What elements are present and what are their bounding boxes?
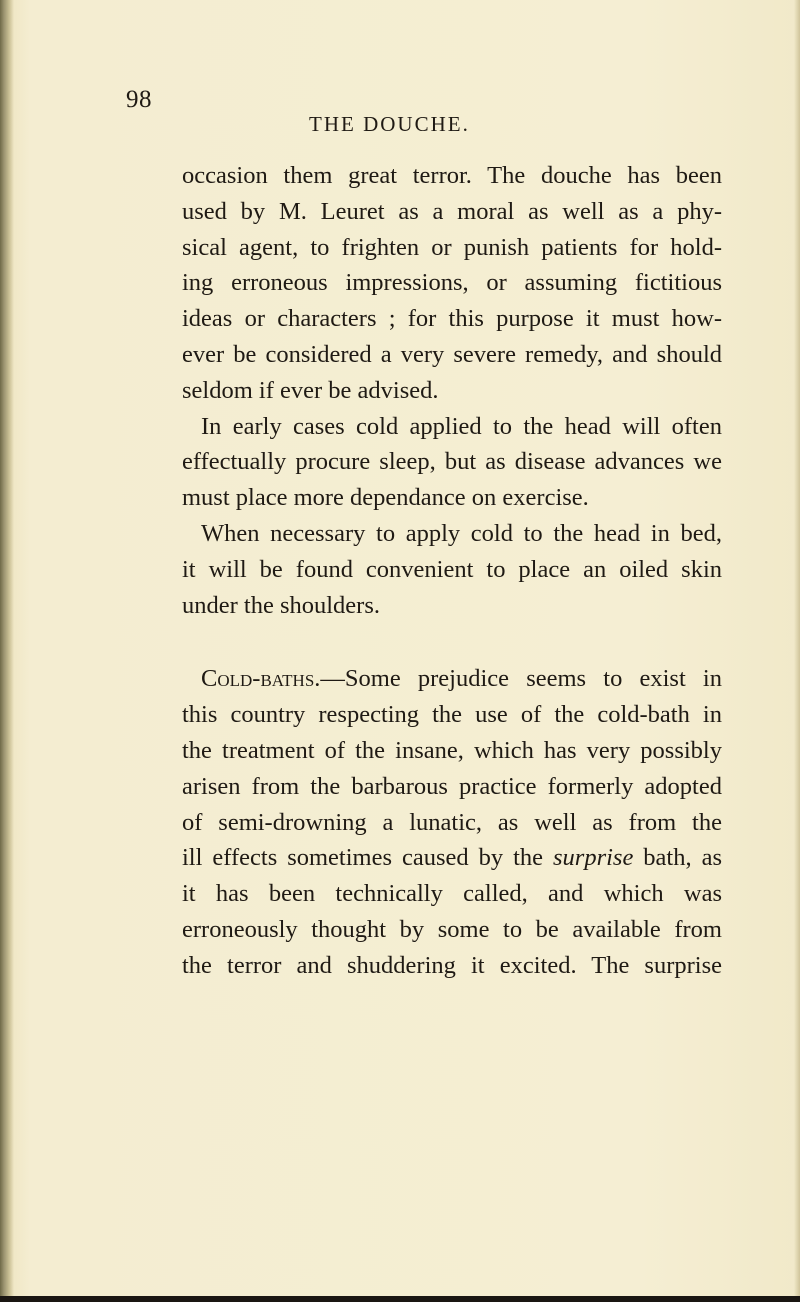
text-line: ideas or characters ; for this purpose it must how- [182, 305, 722, 333]
text-line [182, 661, 722, 697]
section-heading: Cold-baths. [201, 665, 321, 693]
text-line: it will be found convenient to place an oiled skin [182, 555, 722, 583]
paragraph [182, 409, 722, 516]
section-gap [182, 623, 722, 661]
text-run: —Some prejudice seems to exist in [320, 665, 722, 693]
text-line: seldom if ever be advised. [182, 376, 439, 404]
text-line: ing erroneous impressions, or assuming fictitious [182, 269, 722, 297]
text-line: of semi-drowning a lunatic, as well as from the [182, 808, 722, 836]
text-line: When necessary to apply cold to the head in bed, [201, 519, 722, 547]
text-line [182, 840, 722, 876]
text-line: sical agent, to frighten or punish patients for hold- [182, 233, 722, 261]
bottom-edge-rule [0, 1296, 800, 1302]
italic-term: surprise [553, 844, 634, 872]
text-line: the treatment of the insane, which has very possibly [182, 736, 722, 764]
page-number: 98 [126, 86, 152, 113]
text-run: bath, as [633, 844, 722, 872]
body-text [182, 158, 722, 984]
text-line: under the shoulders. [182, 591, 380, 619]
page-right-edge [794, 0, 800, 1302]
text-line: it has been technically called, and which was [182, 880, 722, 908]
paragraph [182, 516, 722, 623]
text-line: must place more dependance on exercise. [182, 484, 589, 512]
paragraph-cold-baths [182, 661, 722, 983]
text-line: In early cases cold applied to the head will often [201, 412, 722, 440]
text-line: ever be considered a very severe remedy, and should [182, 340, 722, 368]
text-line: erroneously thought by some to be available from [182, 915, 722, 943]
running-head: THE DOUCHE. [309, 112, 470, 136]
page-binding-edge [0, 0, 14, 1302]
text-line: the terror and shuddering it excited. The surprise [182, 951, 722, 979]
text-line: used by M. Leuret as a moral as well as a phy- [182, 197, 722, 225]
paragraph [182, 158, 722, 409]
text-line: this country respecting the use of the cold-bath in [182, 701, 722, 729]
text-line: occasion them great terror. The douche has been [182, 162, 722, 189]
text-line: effectually procure sleep, but as disease advances we [182, 448, 722, 476]
text-line: arisen from the barbarous practice formerly adopted [182, 772, 722, 800]
text-run: ill effects sometimes caused by the [182, 844, 553, 872]
